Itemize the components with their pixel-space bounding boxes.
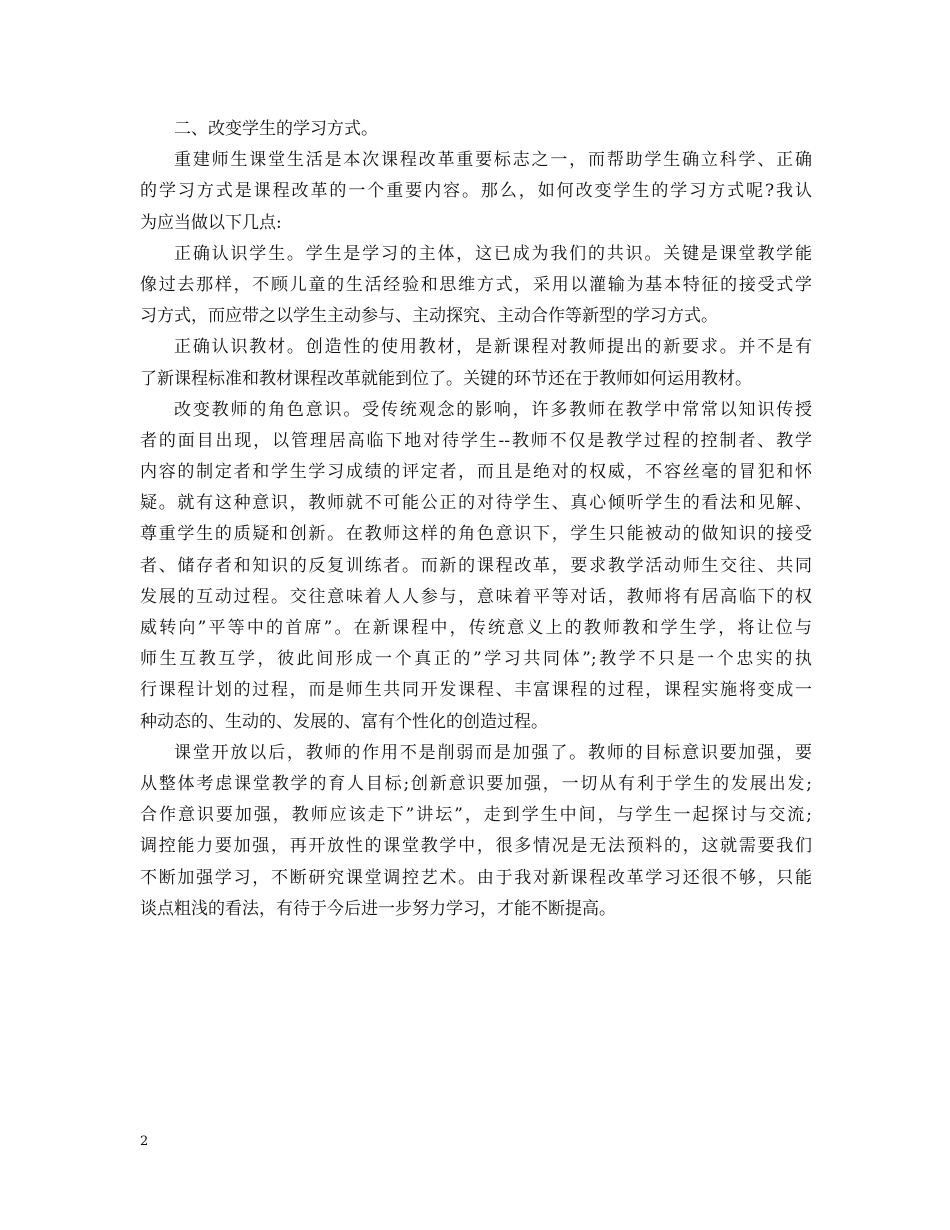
document-body xyxy=(140,114,812,925)
paragraph-line: 改变教师的角色意识。受传统观念的影响，许多教师在教学中常常以知识传授 xyxy=(174,399,812,420)
paragraph-line: 调控能力要加强，再开放性的课堂教学中，很多情况是无法预料的，这就需要我们 xyxy=(140,836,812,857)
paragraph-line: 为应当做以下几点: xyxy=(140,212,282,233)
paragraph-line: 正确认识学生。学生是学习的主体，这已成为我们的共识。关键是课堂教学能 xyxy=(174,243,812,264)
paragraph-line: 谈点粗浅的看法，有待于今后进一步努力学习，才能不断提高。 xyxy=(140,898,616,919)
paragraph-line: 正确认识教材。创造性的使用教材，是新课程对教师提出的新要求。并不是有 xyxy=(174,337,812,358)
paragraph-line: 者的面目出现，以管理居高临下地对待学生--教师不仅是教学过程的控制者、教学 xyxy=(140,430,812,451)
paragraph-line: 了新课程标准和教材课程改革就能到位了。关键的环节还在于教师如何运用教材。 xyxy=(140,368,752,389)
paragraph-line: 合作意识要加强，教师应该走下”讲坛”，走到学生中间，与学生一起探讨与交流; xyxy=(140,805,812,826)
paragraph-line: 内容的制定者和学生学习成绩的评定者，而且是绝对的权威，不容丝毫的冒犯和怀 xyxy=(140,462,812,483)
paragraph-line: 的学习方式是课程改革的一个重要内容。那么，如何改变学生的学习方式呢?我认 xyxy=(140,181,812,202)
paragraph-line: 发展的互动过程。交往意味着人人参与，意味着平等对话，教师将有居高临下的权 xyxy=(140,586,812,607)
paragraph-line: 者、储存者和知识的反复训练者。而新的课程改革，要求教学活动师生交往、共同 xyxy=(140,555,812,576)
paragraph-line: 课堂开放以后，教师的作用不是削弱而是加强了。教师的目标意识要加强，要 xyxy=(174,742,812,763)
paragraph-line: 师生互教互学，彼此间形成一个真正的”学习共同体”;教学不只是一个忠实的执 xyxy=(140,649,812,670)
paragraph-line: 不断加强学习，不断研究课堂调控艺术。由于我对新课程改革学习还很不够，只能 xyxy=(140,867,812,888)
paragraph-line: 重建师生课堂生活是本次课程改革重要标志之一，而帮助学生确立科学、正确 xyxy=(174,150,812,171)
section-heading: 二、改变学生的学习方式。 xyxy=(174,119,378,139)
paragraph-line: 像过去那样，不顾儿童的生活经验和思维方式，采用以灌输为基本特征的接受式学 xyxy=(140,274,812,295)
page-number: 2 xyxy=(140,1134,149,1149)
paragraph-line: 种动态的、生动的、发展的、富有个性化的创造过程。 xyxy=(140,711,548,732)
paragraph-line: 从整体考虑课堂教学的育人目标;创新意识要加强，一切从有利于学生的发展出发; xyxy=(140,773,812,794)
paragraph-line: 威转向”平等中的首席”。在新课程中，传统意义上的教师教和学生学，将让位与 xyxy=(140,618,812,638)
paragraph-line: 尊重学生的质疑和创新。在教师这样的角色意识下，学生只能被动的做知识的接受 xyxy=(140,524,812,545)
paragraph-line: 行课程计划的过程，而是师生共同开发课程、丰富课程的过程，课程实施将变成一 xyxy=(140,680,812,701)
paragraph-line: 疑。就有这种意识，教师就不可能公正的对待学生、真心倾听学生的看法和见解、 xyxy=(140,493,812,514)
paragraph-line: 习方式，而应带之以学生主动参与、主动探究、主动合作等新型的学习方式。 xyxy=(140,306,718,327)
